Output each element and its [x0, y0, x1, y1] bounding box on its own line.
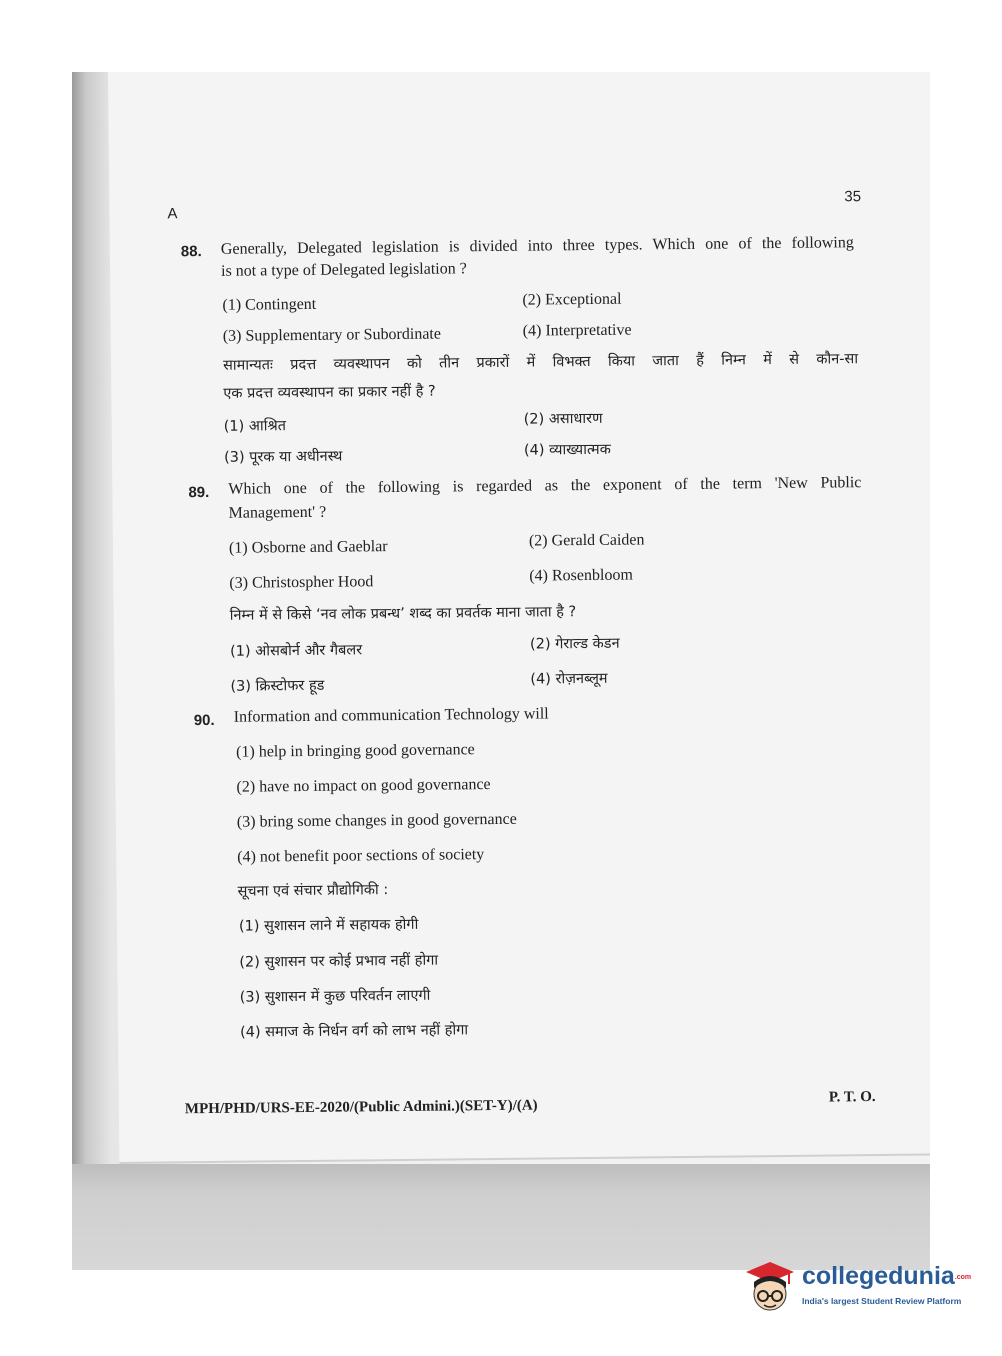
question-88-text-hi: सामान्यतः प्रदत्त व्यवस्थापन को तीन प्रकारों में विभक्त किया जाता हैं निम्न में से कौन-सा	[222, 351, 859, 374]
question-88-option-3-hi: (3) पूरक या अधीनस्थ	[223, 448, 343, 466]
question-89-option-3-hi: (3) क्रिस्टोफर हूड	[230, 677, 325, 695]
question-89-text-hi: निम्न में से किसे ‘नव लोक प्रबन्ध’ शब्द का प्रवर्तक माना जाता है ?	[229, 604, 577, 624]
question-90-option-3: (3) bring some changes in good governance	[236, 810, 517, 831]
footer-exam-code: MPH/PHD/URS-EE-2020/(Public Admini.)(SET-Y)/(A)	[184, 1097, 538, 1118]
question-88-option-4-hi: (4) व्याख्यात्मक	[523, 441, 611, 459]
question-90-number: 90.	[193, 711, 215, 730]
question-88-option-4: (4) Interpretative	[522, 321, 632, 340]
question-88-option-3: (3) Supplementary or Subordinate	[222, 325, 442, 345]
question-90-option-4: (4) not benefit poor sections of society	[237, 846, 485, 866]
question-90-text-hi: सूचना एवं संचार प्रौद्योगिकी :	[237, 882, 389, 900]
question-89-text-en: Which one of the following is regarded as the exponent of the term 'New Public	[228, 474, 862, 498]
question-89-text-en-cont: Management' ?	[228, 503, 327, 522]
question-89-option-1: (1) Osborne and Gaeblar	[228, 538, 388, 557]
question-90-text-en: Information and communication Technology will	[233, 705, 549, 726]
question-90-option-2: (2) have no impact on good governance	[236, 776, 491, 796]
question-88-option-2: (2) Exceptional	[522, 290, 622, 309]
brand-name: collegedunia.com	[802, 1262, 972, 1290]
question-89-number: 89.	[188, 483, 210, 502]
question-89-option-2-hi: (2) गेराल्ड केडन	[529, 635, 620, 653]
set-letter: A	[167, 205, 178, 223]
question-88-text-hi-cont: एक प्रदत्त व्यवस्थापन का प्रकार नहीं है ?	[223, 383, 436, 402]
question-88-option-1-hi: (1) आश्रित	[223, 418, 287, 435]
question-88-option-1: (1) Contingent	[222, 295, 317, 314]
collegedunia-watermark	[740, 1252, 972, 1324]
question-88-text-en: Generally, Delegated legislation is divided into three types. Which one of the following	[220, 234, 854, 258]
question-88-text-en-cont: is not a type of Delegated legislation ?	[221, 260, 467, 280]
footer-pto: P. T. O.	[828, 1089, 876, 1106]
question-90-option-3-hi: (3) सुशासन में कुछ परिवर्तन लाएगी	[239, 987, 431, 1006]
question-89-option-4: (4) Rosenbloom	[529, 566, 633, 585]
scanned-page	[72, 72, 930, 1270]
question-88-number: 88.	[180, 243, 202, 261]
question-89-option-2: (2) Gerald Caiden	[528, 531, 645, 550]
question-89-option-3: (3) Christospher Hood	[229, 573, 374, 592]
exam-sheet	[108, 72, 930, 1164]
brand-tagline: India's largest Student Review Platform	[802, 1296, 962, 1306]
question-90-option-4-hi: (4) समाज के निर्धन वर्ग को लाभ नहीं होगा	[239, 1022, 469, 1041]
question-90-option-1-hi: (1) सुशासन लाने में सहायक होगी	[238, 916, 419, 935]
question-90-option-1: (1) help in bringing good governance	[236, 741, 475, 761]
question-88-option-2-hi: (2) असाधारण	[523, 410, 603, 428]
question-89-option-1-hi: (1) ओसबोर्न और गैबलर	[229, 642, 363, 660]
question-90-option-2-hi: (2) सुशासन पर कोई प्रभाव नहीं होगा	[239, 952, 439, 971]
page-number: 35	[844, 188, 862, 206]
question-89-option-4-hi: (4) रोज़नब्लूम	[530, 670, 608, 688]
mascot-icon	[740, 1256, 800, 1320]
